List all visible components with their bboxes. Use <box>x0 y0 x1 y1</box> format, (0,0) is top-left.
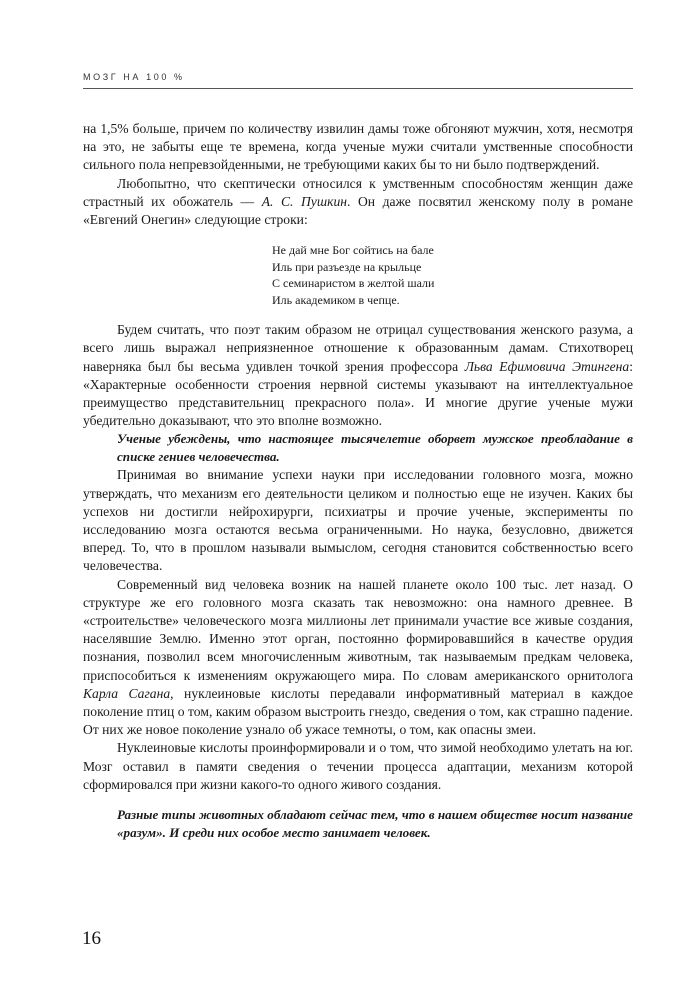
paragraph-3 <box>83 321 633 430</box>
paragraph-2-text-a: Любопытно, что скептически относился к умственным способностям женщин даже страстный их обожатель — <box>83 175 633 209</box>
paragraph-2 <box>83 175 633 230</box>
header-rule <box>83 88 633 89</box>
author-name-sagan: Карла Сагана <box>83 685 171 701</box>
paragraph-5-text-a: Современный вид человека возник на нашей планете около 100 тыс. лет назад. О структуре же его головного мозга сказать так невозможно: она намного древнее. В «строительстве» человеческого мозга миллионы лет принимали участие все живые создания, населявшие Землю. Именно этот орган, постоянно формировавшийся в качестве орудия познания, позволил всем многочисленным животным, так называемым предкам человека, приспособиться к изменениям окружающего мира. По словам американского орнитолога <box>83 576 633 683</box>
paragraph-5-text-b: , нуклеиновые кислоты передавали информативный материал в каждое поколение птиц о том, каким образом выстроить гнездо, сведения о том, как страшно падение. От них же новое поколение узнало об ужасе темноты, о том, как опасны змеи. <box>83 685 633 738</box>
page-body <box>83 120 633 842</box>
author-name-etingen: Льва Ефимовича Этингена <box>464 358 630 374</box>
page-number: 16 <box>82 928 101 949</box>
paragraph-5 <box>83 576 633 740</box>
paragraph-4: Принимая во внимание успехи науки при исследовании головного мозга, можно утверждать, что механизм его деятельности целиком и полностью еще не изучен. Каких бы успехов ни достигли нейрохирурги, психиатры и прочие ученые, эксперименты по исследованию мозга остаются весьма ограниченными. Но наука, безусловно, движется вперед. То, что в прошлом называли вымыслом, сегодня становится собственностью всего человечества. <box>83 467 633 574</box>
running-header <box>83 72 633 89</box>
author-name-pushkin: А. С. Пушкин <box>261 193 348 209</box>
paragraph-1: на 1,5% больше, причем по количеству извилин дамы тоже обгоняют мужчин, хотя, несмотря на это, не забыты еще те времена, когда ученые мужи считали умственные способности сильного пола непревзойденными, не требующими каких бы то ни было подтверждений. <box>83 121 633 173</box>
poem-line: Иль при разъезде на крыльце <box>272 259 422 274</box>
paragraph-3-text-b: : «Характерные особенности строения нервной системы указывают на интеллектуальное преимущество представительниц прекрасного пола». И многие другие ученые мужи убедительно доказывают, что это вполне возможно. <box>83 358 634 429</box>
poem-line: Иль академиком в чепце. <box>272 292 400 307</box>
paragraph-6: Нуклеиновые кислоты проинформировали и о том, что зимой необходимо улетать на юг. Мозг оставил в памяти сведения о течении процесса адаптации, механизм которой сформировался при жизни какого-то одного живого создания. <box>83 740 633 792</box>
header-title: МОЗГ НА 100 % <box>83 72 185 82</box>
poem-line: Не дай мне Бог сойтись на бале <box>272 243 434 258</box>
poem-line: С семинаристом в желтой шали <box>272 276 435 291</box>
poem-quote <box>272 242 633 308</box>
thesis-callout-1: Ученые убеждены, что настоящее тысячелетие оборвет мужское преобладание в списке гениев человечества. <box>117 431 633 465</box>
paragraph-2-text-b: . Он даже посвятил женскому полу в романе «Евгений Онегин» следующие строки: <box>83 193 633 228</box>
thesis-callout-2: Разные типы животных обладают сейчас тем, что в нашем обществе носит название «разум». И среди них особое место занимает человек. <box>117 807 633 841</box>
paragraph-3-text-a: Будем считать, что поэт таким образом не отрицал существования женского разума, а всего лишь выражал неприязненное отношение к образованным дамам. Стихотворец наверняка был бы весьма удивлен точкой зрения профессора <box>83 322 633 374</box>
